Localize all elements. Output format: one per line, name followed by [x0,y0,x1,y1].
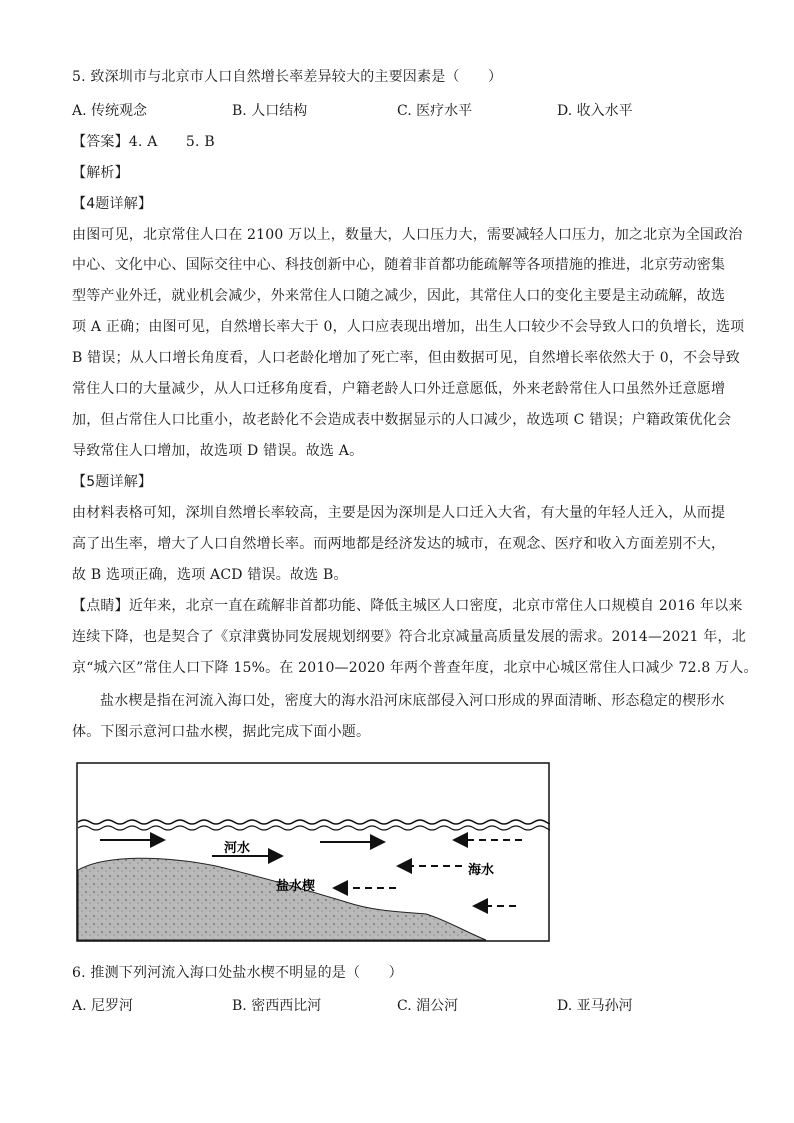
q4-detail-line: 常住人口的大量减少，从人口迁移角度看，户籍老龄人口外迁意愿低，外来老龄常住人口虽然外迁意愿增 [72,381,726,397]
comment-line: 京“城六区”常住人口下降 15%。在 2010—2020 年两个普查年度，北京中心城区常住人口减少 72.8 万人。 [72,660,758,676]
intro-line: 体。下图示意河口盐水楔，据此完成下面小题。 [72,724,371,740]
q5-option-a: A. 传统观念 [72,103,148,119]
answer-line [72,131,215,151]
q4-detail-line: 加，但占常住人口比重小，故老龄化不会造成表中数据显示的人口减少，故选项 C 错误；户籍政策优化会 [72,412,732,428]
q5-detail-tag: 【5题详解】 [72,474,153,490]
intro-line: 盐水楔是指在河流入海口处，密度大的海水沿河床底部侵入河口形成的界面清晰、形态稳定的楔形水 [100,693,725,709]
comment-line [72,595,743,615]
q6-stem: 6. 推测下列河流入海口处盐水楔不明显的是（ ） [72,965,403,981]
q4-detail-line: 项 A 正确；由图可见，自然增长率大于 0，人口应表现出增加，出生人口较少不会导致人口的负增长，选项 [72,319,745,335]
comment-tag: 【点睛】 [72,598,129,614]
comment-text: 近年来，北京一直在疏解非首都功能、降低主城区人口密度，北京市常住人口规模自 2016 年以来 [128,598,743,614]
answer-text: 4. A 5. B [128,134,215,150]
q4-detail-line: 型等产业外迁，就业机会减少，外来常住人口随之减少，因此，其常住人口的变化主要是主动疏解，故选 [72,288,726,304]
q4-detail-line: 中心、文化中心、国际交往中心、科技创新中心，随着非首都功能疏解等各项措施的推进，北京劳动密集 [72,257,726,273]
q4-detail-tag: 【4题详解】 [72,196,153,212]
q4-detail-line: B 错误；从人口增长角度看，人口老龄化增加了死亡率，但由数据可见，自然增长率依然大于 0，不会导致 [72,350,740,366]
salt-wedge-diagram [76,762,550,942]
comment-line: 连续下降，也是契合了《京津冀协同发展规划纲要》符合北京减量高质量发展的需求。2014—2021 年，北 [72,629,746,645]
q4-detail-line: 由图可见，北京常住人口在 2100 万以上，数量大，人口压力大，需要减轻人口压力，加之北京为全国政治 [72,227,743,243]
q5-detail-line: 由材料表格可知，深圳自然增长率较高，主要是因为深圳是人口迁入大省，有大量的年轻人迁入，从而提 [72,505,726,521]
q5-detail-line: 故 B 选项正确，选项 ACD 错误。故选 B。 [72,567,348,583]
q5-option-c: C. 医疗水平 [397,103,473,119]
q6-option-a: A. 尼罗河 [72,998,134,1014]
label-wedge: 盐水楔 [276,879,316,894]
analysis-tag: 【解析】 [72,165,129,181]
q6-option-d: D. 亚马孙河 [557,998,633,1014]
q5-option-b: B. 人口结构 [232,103,308,119]
q5-option-d: D. 收入水平 [557,103,633,119]
q4-detail-line: 导致常住人口增加，故选项 D 错误。故选 A。 [72,443,364,459]
q5-detail-line: 高了出生率，增大了人口自然增长率。而两地都是经济发达的城市，在观念、医疗和收入方面差别不大， [72,536,726,552]
q6-option-b: B. 密西西比河 [232,998,322,1014]
q5-stem: 5. 致深圳市与北京市人口自然增长率差异较大的主要因素是（ ） [72,69,503,85]
q6-option-c: C. 湄公河 [397,998,459,1014]
label-sea: 海水 [468,863,495,878]
answer-tag: 【答案】 [72,134,129,150]
label-river: 河水 [224,841,251,856]
